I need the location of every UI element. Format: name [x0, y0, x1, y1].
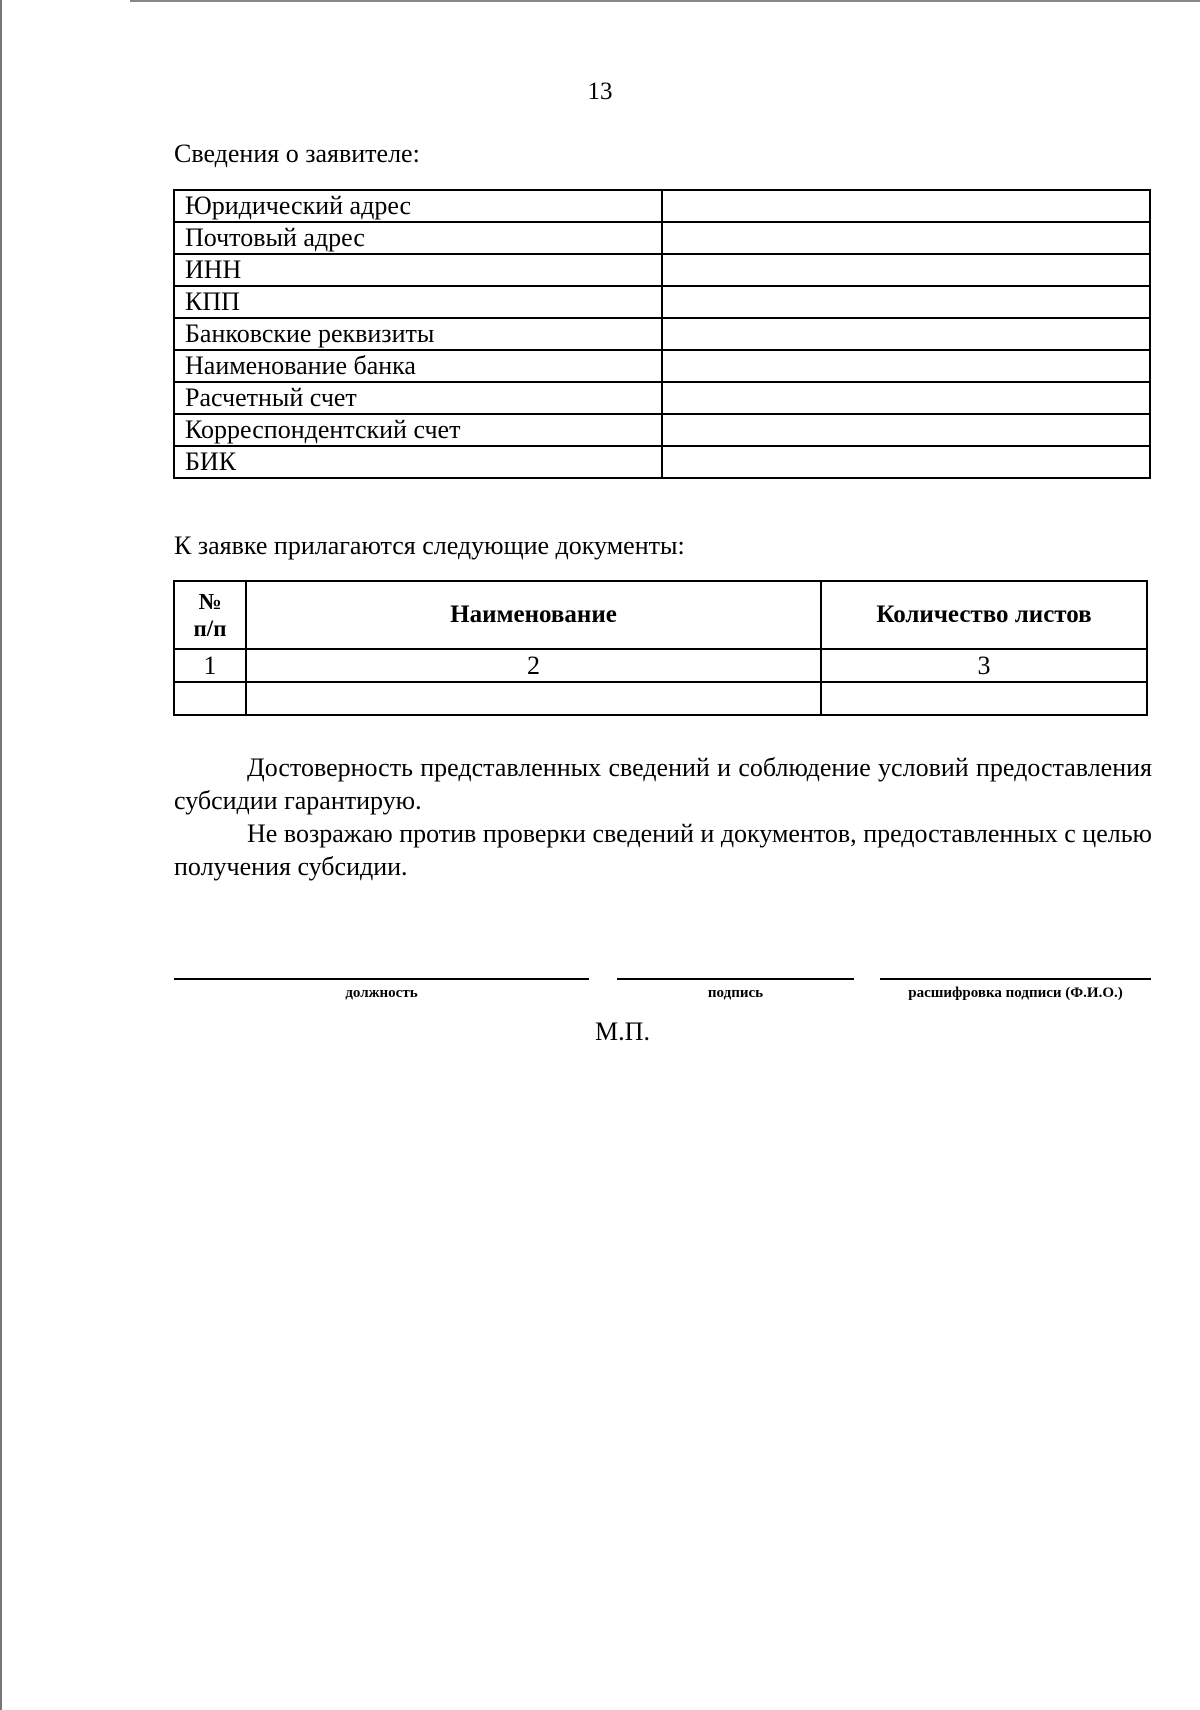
- scan-edge-left: [0, 0, 2, 1710]
- signature-caption: подпись: [707, 985, 764, 1001]
- index-row-number: 1: [174, 649, 246, 682]
- column-header-number: [174, 581, 246, 649]
- row-label-kpp: КПП: [174, 286, 662, 318]
- stamp-place: М.П.: [595, 1017, 650, 1046]
- bank-details-value[interactable]: [662, 318, 1150, 350]
- index-row-name: 2: [246, 649, 821, 682]
- table-header-row: [174, 581, 1147, 649]
- row-label-correspondent-account: Корреспондентский счет: [174, 414, 662, 446]
- row-label-bank-name: Наименование банка: [174, 350, 662, 382]
- document-sheets-cell[interactable]: [821, 682, 1147, 715]
- bank-name-value[interactable]: [662, 350, 1150, 382]
- table-row: [174, 446, 1150, 478]
- page-number: 13: [587, 78, 613, 105]
- column-header-name: Наименование: [246, 581, 821, 649]
- applicant-section-title: Сведения о заявителе:: [174, 139, 420, 168]
- row-label-bank-details: Банковские реквизиты: [174, 318, 662, 350]
- full-name-line[interactable]: [880, 978, 1151, 980]
- applicant-info-table: [173, 189, 1151, 479]
- table-row: [174, 222, 1150, 254]
- row-label-postal-address: Почтовый адрес: [174, 222, 662, 254]
- position-line[interactable]: [174, 978, 589, 980]
- index-row-sheets: 3: [821, 649, 1147, 682]
- table-row: [174, 382, 1150, 414]
- scan-edge-top: [130, 0, 1200, 2]
- documents-table: [173, 580, 1148, 716]
- full-name-caption: расшифровка подписи (Ф.И.О.): [908, 985, 1123, 1001]
- table-row: [174, 414, 1150, 446]
- document-name-cell[interactable]: [246, 682, 821, 715]
- inn-value[interactable]: [662, 254, 1150, 286]
- table-row: [174, 286, 1150, 318]
- table-row: [174, 682, 1147, 715]
- postal-address-value[interactable]: [662, 222, 1150, 254]
- bik-value[interactable]: [662, 446, 1150, 478]
- column-header-sheets: Количество листов: [821, 581, 1147, 649]
- table-row: [174, 190, 1150, 222]
- table-row: [174, 350, 1150, 382]
- row-label-legal-address: Юридический адрес: [174, 190, 662, 222]
- column-header-number-line2: п/п: [193, 616, 227, 641]
- settlement-account-value[interactable]: [662, 382, 1150, 414]
- legal-address-value[interactable]: [662, 190, 1150, 222]
- table-row: [174, 649, 1147, 682]
- column-header-number-line1: №: [198, 589, 222, 614]
- declaration-paragraph-1: Достоверность представленных сведений и соблюдение условий предоставления субсидии гарантирую.: [174, 753, 1152, 815]
- documents-section-title: К заявке прилагаются следующие документы:: [174, 531, 685, 560]
- kpp-value[interactable]: [662, 286, 1150, 318]
- correspondent-account-value[interactable]: [662, 414, 1150, 446]
- row-label-inn: ИНН: [174, 254, 662, 286]
- signature-line[interactable]: [617, 978, 854, 980]
- declaration-paragraph-2: Не возражаю против проверки сведений и документов, предоставленных с целью получения субсидии.: [174, 819, 1152, 881]
- document-number-cell[interactable]: [174, 682, 246, 715]
- table-row: [174, 254, 1150, 286]
- table-row: [174, 318, 1150, 350]
- row-label-settlement-account: Расчетный счет: [174, 382, 662, 414]
- position-caption: должность: [345, 985, 418, 1001]
- row-label-bik: БИК: [174, 446, 662, 478]
